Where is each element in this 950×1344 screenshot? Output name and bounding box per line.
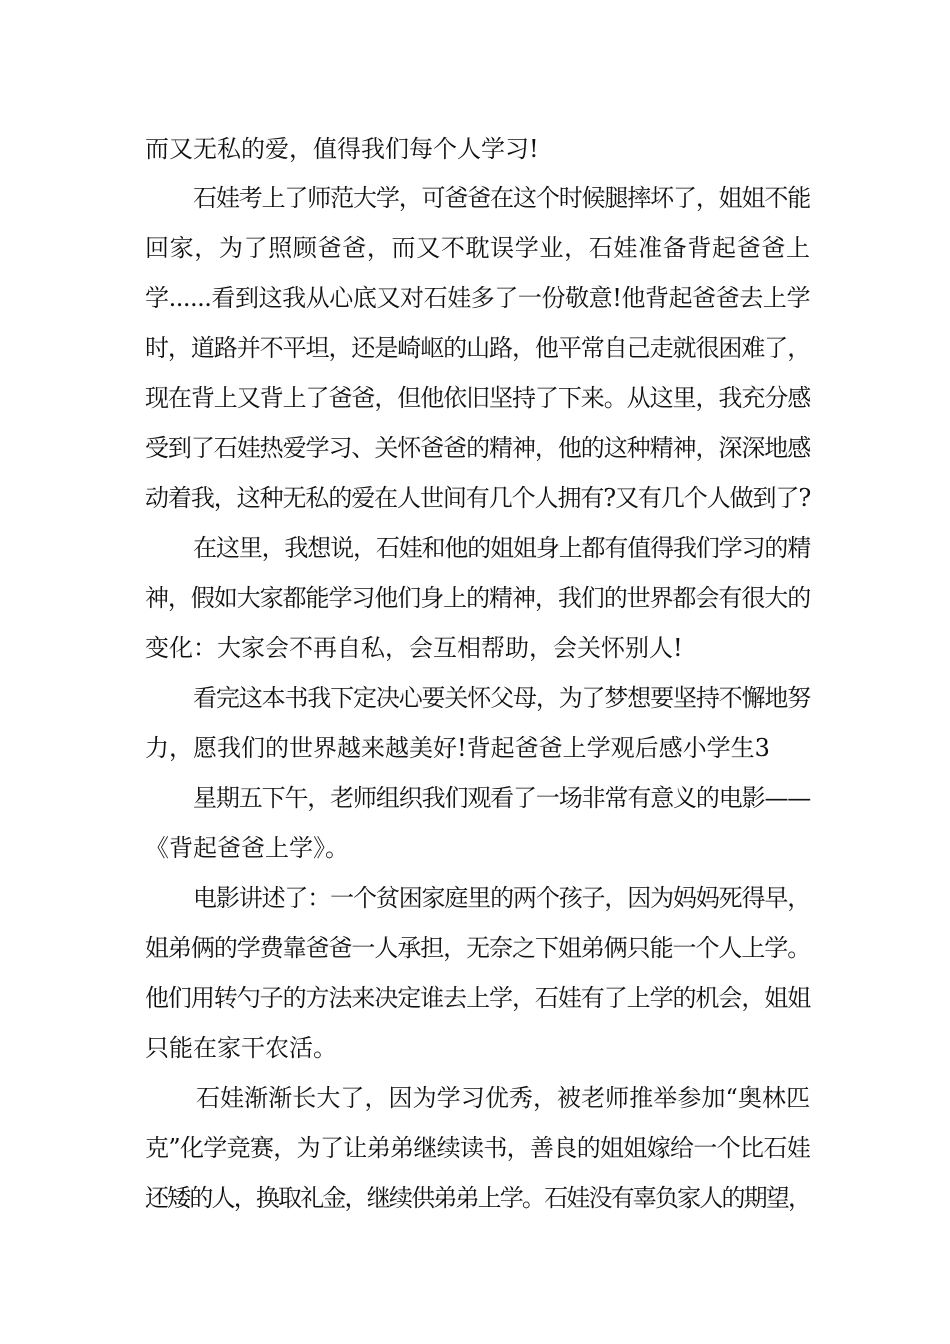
text-line-13: 力，愿我们的世界越来越美好!背起爸爸上学观后感小学生3 [145, 734, 770, 762]
text-line-16: 电影讲述了：一个贫困家庭里的两个孩子，因为妈妈死得早， [193, 884, 810, 912]
text-line-20: 石娃渐渐长大了，因为学习优秀，被老师推举参加“奥林匹 [196, 1084, 810, 1112]
text-line-17: 姐弟俩的学费靠爸爸一人承担，无奈之下姐弟俩只能一个人上学。 [145, 934, 810, 962]
text-line-6: 现在背上又背上了爸爸，但他依旧坚持了下来。从这里，我充分感 [145, 384, 810, 412]
text-line-10: 神，假如大家都能学习他们身上的精神，我们的世界都会有很大的 [145, 584, 810, 612]
text-line-2: 石娃考上了师范大学，可爸爸在这个时候腿摔坏了，姐姐不能 [193, 184, 810, 212]
text-line-3: 回家，为了照顾爸爸，而又不耽误学业，石娃准备背起爸爸上 [145, 234, 810, 262]
text-line-9: 在这里，我想说，石娃和他的姐姐身上都有值得我们学习的精 [193, 534, 810, 562]
text-line-11: 变化：大家会不再自私，会互相帮助，会关怀别人! [145, 634, 683, 662]
text-line-19: 只能在家干农活。 [145, 1034, 337, 1062]
text-line-18: 他们用转勺子的方法来决定谁去上学，石娃有了上学的机会，姐姐 [145, 984, 810, 1012]
text-line-7: 受到了石娃热爱学习、关怀爸爸的精神，他的这种精神，深深地感 [145, 434, 810, 462]
text-line-12: 看完这本书我下定决心要关怀父母，为了梦想要坚持不懈地努 [193, 684, 810, 712]
text-line-15: 《背起爸爸上学》。 [145, 834, 349, 862]
text-line-4: 学......看到这我从心底又对石娃多了一份敬意!他背起爸爸去上学 [145, 284, 810, 312]
text-line-1: 而又无私的爱，值得我们每个人学习! [145, 135, 539, 163]
text-line-8: 动着我，这种无私的爱在人世间有几个人拥有?又有几个人做到了? [145, 484, 810, 512]
text-line-14: 星期五下午，老师组织我们观看了一场非常有意义的电影—— [193, 784, 810, 812]
text-line-21: 克”化学竞赛，为了让弟弟继续读书，善良的姐姐嫁给一个比石娃 [145, 1134, 810, 1162]
text-line-5: 时，道路并不平坦，还是崎岖的山路，他平常自己走就很困难了， [145, 334, 810, 362]
text-line-22: 还矮的人，换取礼金，继续供弟弟上学。石娃没有辜负家人的期望， [145, 1184, 810, 1212]
